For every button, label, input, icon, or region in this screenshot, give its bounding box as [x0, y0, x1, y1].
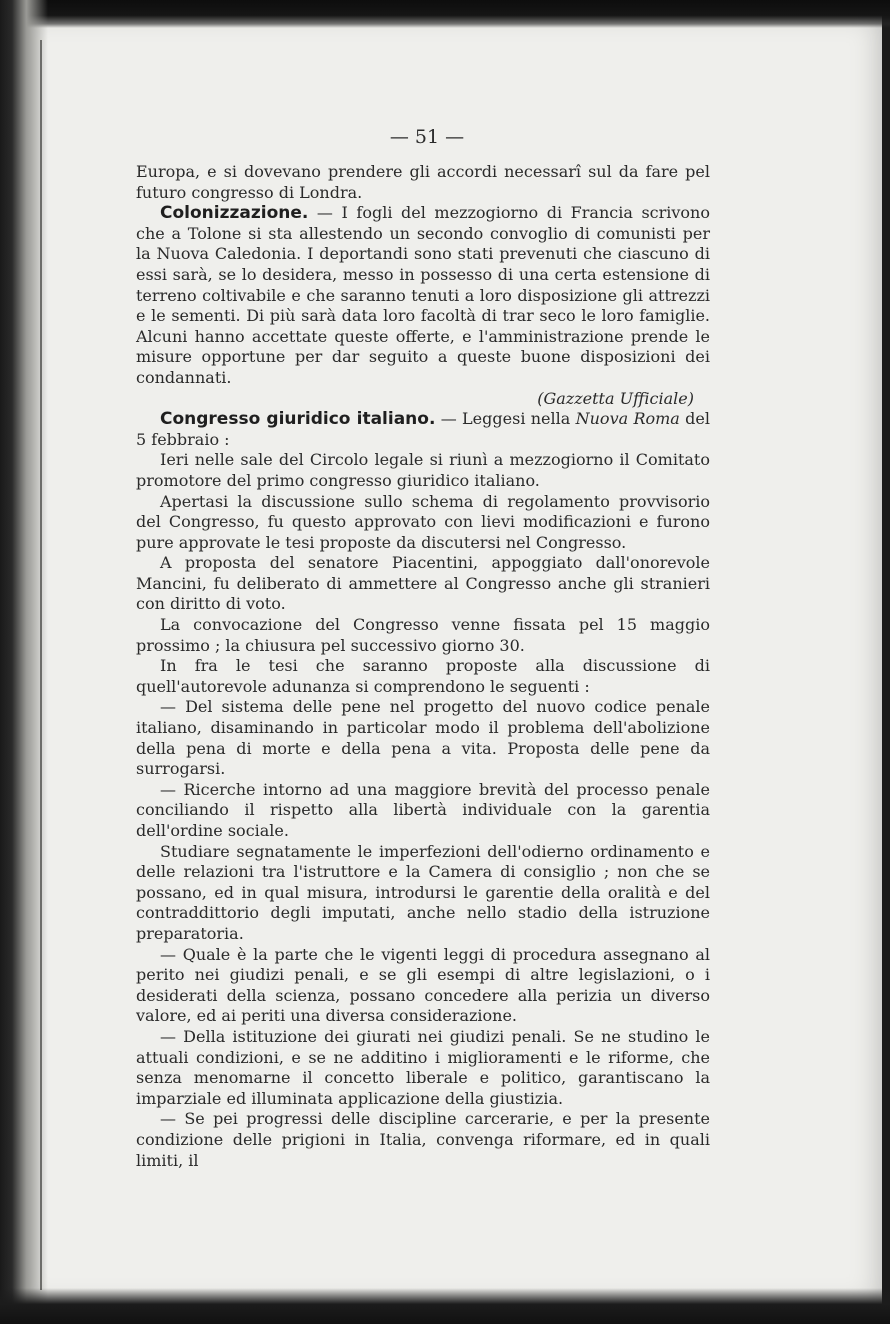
binding-crease — [40, 40, 42, 1290]
paragraph-colonizzazione — [136, 203, 710, 388]
body-text — [136, 162, 710, 1171]
paragraph: Apertasi la discussione sullo schema di regolamento provvisorio del Congresso, fu questo approvato con lievi modificazioni e furono pure approvate le tesi proposte da discutersi nel Congresso. — [136, 491, 710, 552]
paragraph: Ieri nelle sale del Circolo legale si riunì a mezzogiorno il Comitato promotore del primo congresso giuridico italiano. — [136, 450, 710, 490]
paragraph: Studiare segnatamente le imperfezioni dell'odierno ordinamento e delle relazioni tra l'istruttore e la Camera di consiglio ; non che se possano, ed in qual misura, introdursi le garentie della oralità e del contraddittorio degli imputati, anche nello stadio della istruzione preparatoria. — [136, 841, 710, 943]
thesis-item: — Ricerche intorno ad una maggiore brevità del processo penale conciliando il rispetto alla libertà individuale con la garentia dell'ordine sociale. — [136, 779, 710, 840]
paragraph-congresso — [136, 409, 710, 450]
page-number: — 51 — — [389, 126, 465, 148]
section-heading: Colonizzazione. — [160, 203, 309, 224]
paragraph: La convocazione del Congresso venne fissata pel 15 maggio prossimo ; la chiusura pel successivo giorno 30. — [136, 615, 710, 655]
publication-name: Nuova Roma — [575, 409, 680, 429]
paragraph-text: — I fogli del mezzogiorno di Francia scrivono che a Tolone si sta allestendo un secondo convoglio di comunisti per la Nuova Caledonia. I deportandi sono stati prevenuti che ciascuno di essi sarà, se lo desidera, messo in possesso di una certa estensione di terreno coltivabile e che saranno tenuti a loro disposizione gli attrezzi e le sementi. Di più sarà data loro facoltà di trar seco le loro famiglie. Alcuni hanno accettate queste offerte, e l'amministrazione prende le misure opportune per dar seguito a queste buone disposizioni dei condannati. — [136, 203, 710, 387]
scan-bottom-edge — [0, 1288, 890, 1324]
thesis-item: — Se pei progressi delle discipline carcerarie, e per la presente condizione delle prigioni in Italia, convenga riformare, ed in quali limiti, il — [136, 1109, 710, 1170]
paragraph-text: — Leggesi nella — [435, 409, 576, 429]
thesis-item: — Del sistema delle pene nel progetto del nuovo codice penale italiano, disaminando in particolar modo il problema dell'abolizione della pena di morte e della pena a vita. Proposta delle pene da surrogarsi. — [136, 697, 710, 779]
paragraph-text: Europa, e si dovevano prendere gli accordi necessarî sul da fare pel futuro congresso di Londra. — [136, 162, 710, 202]
section-heading: Congresso giuridico italiano. — [160, 409, 436, 430]
paragraph-text: del 5 febbraio : — [136, 409, 711, 449]
source-citation: (Gazzetta Ufficiale) — [537, 388, 694, 408]
thesis-item: — Quale è la parte che le vigenti leggi di procedura assegnano al perito nei giudizi penali, e se gli esempi di altre legislazioni, o i desiderati della scienza, possano concedere alla perizia un diverso valore, ed ai periti una diversa considerazione. — [136, 944, 710, 1026]
paragraph: In fra le tesi che saranno proposte alla discussione di quell'autorevole adunanza si comprendono le seguenti : — [136, 656, 710, 696]
paragraph: A proposta del senatore Piacentini, appoggiato dall'onorevole Mancini, fu deliberato di ammettere al Congresso anche gli stranieri con diritto di voto. — [136, 553, 710, 614]
thesis-item: — Della istituzione dei giurati nei giudizi penali. Se ne studino le attuali condizioni, e se ne additino i miglioramenti e le riforme, che senza menomarne il concetto liberale e politico, garantiscano la imparziale ed illuminata applicazione della giustizia. — [136, 1026, 710, 1108]
scan-top-edge — [0, 0, 890, 28]
paragraph — [136, 162, 710, 203]
